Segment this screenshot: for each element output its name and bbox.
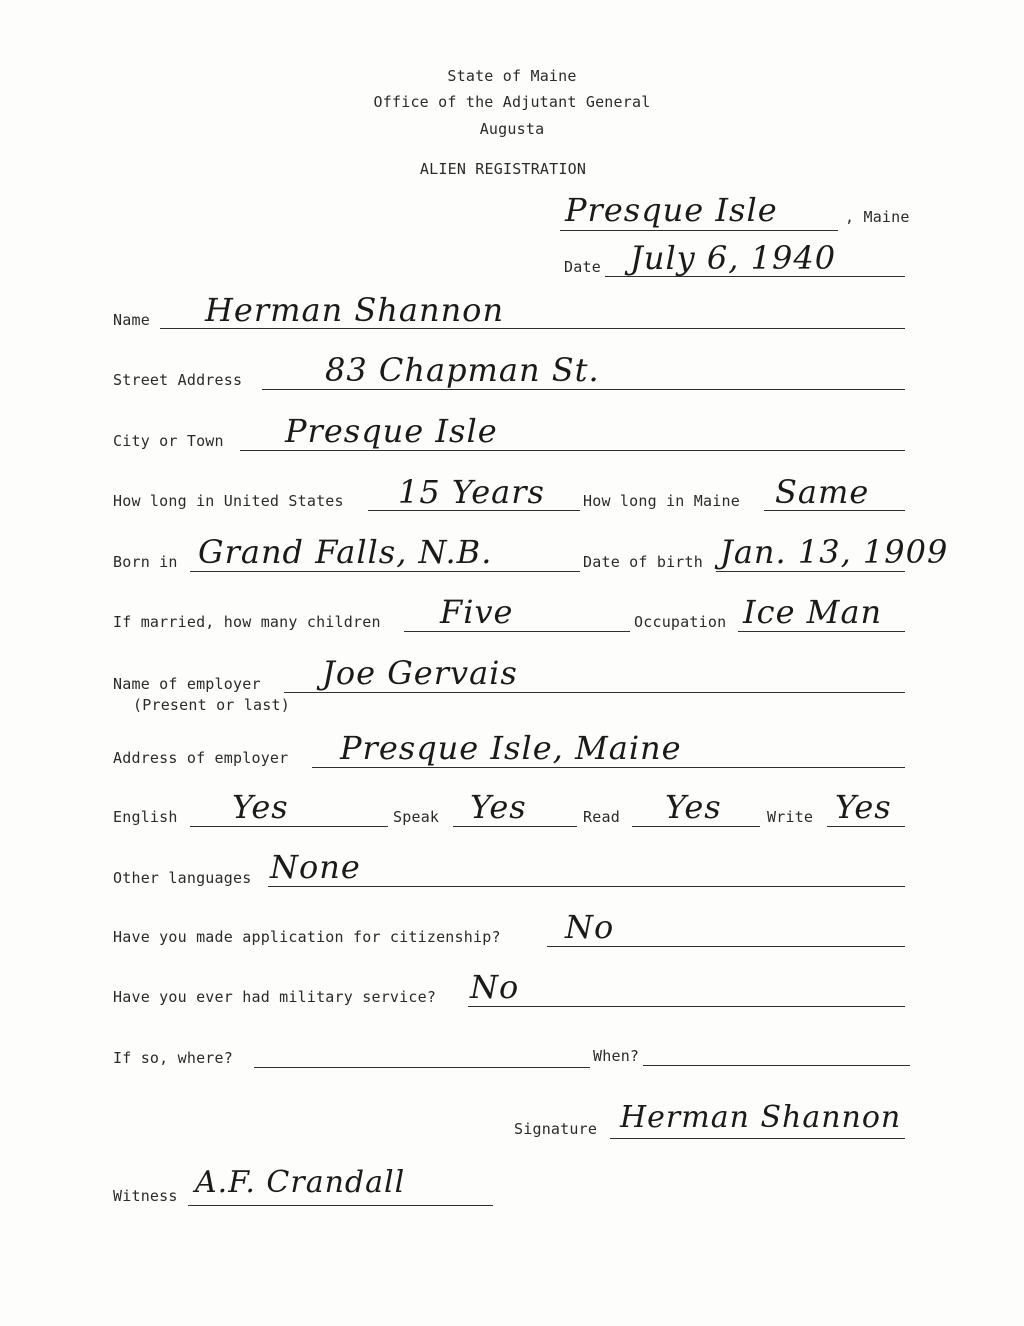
read-value: Yes bbox=[665, 788, 722, 826]
street-address-line bbox=[262, 389, 905, 390]
employer-name-label: Name of employer bbox=[113, 675, 261, 693]
name-label: Name bbox=[113, 311, 150, 329]
born-in-line bbox=[190, 571, 580, 572]
header-state: State of Maine bbox=[447, 67, 577, 85]
military-label: Have you ever had military service? bbox=[113, 988, 437, 1006]
speak-label: Speak bbox=[393, 808, 440, 826]
employer-address-value: Presque Isle, Maine bbox=[340, 729, 682, 767]
witness-value: A.F. Crandall bbox=[195, 1165, 406, 1200]
employer-name-line bbox=[284, 692, 905, 693]
read-line bbox=[632, 826, 760, 827]
date-label: Date bbox=[564, 258, 601, 276]
other-languages-line bbox=[268, 886, 905, 887]
header-office: Office of the Adjutant General bbox=[373, 93, 651, 111]
if-so-where-line bbox=[254, 1067, 590, 1068]
english-label: English bbox=[113, 808, 178, 826]
header-city: Augusta bbox=[479, 120, 545, 138]
other-languages-label: Other languages bbox=[113, 869, 252, 887]
city-value: Presque Isle bbox=[285, 412, 498, 450]
city-line bbox=[240, 450, 905, 451]
children-label: If married, how many children bbox=[113, 613, 381, 631]
employer-address-label: Address of employer bbox=[113, 749, 289, 767]
military-line bbox=[468, 1006, 905, 1007]
date-of-birth-value: Jan. 13, 1909 bbox=[720, 533, 949, 571]
english-line bbox=[190, 826, 388, 827]
signature-label: Signature bbox=[514, 1120, 598, 1138]
citizenship-line bbox=[547, 946, 905, 947]
date-of-birth-label: Date of birth bbox=[583, 553, 703, 571]
speak-value: Yes bbox=[470, 788, 527, 826]
other-languages-value: None bbox=[270, 848, 361, 886]
born-in-value: Grand Falls, N.B. bbox=[198, 533, 493, 571]
signature-value: Herman Shannon bbox=[620, 1100, 902, 1135]
form-title: ALIEN REGISTRATION bbox=[419, 160, 587, 178]
children-value: Five bbox=[440, 593, 514, 631]
read-label: Read bbox=[583, 808, 620, 826]
signature-line bbox=[610, 1138, 905, 1139]
military-value: No bbox=[470, 968, 520, 1006]
name-value: Herman Shannon bbox=[205, 291, 505, 329]
place-line bbox=[560, 230, 838, 231]
date-value: July 6, 1940 bbox=[630, 239, 837, 277]
citizenship-value: No bbox=[565, 908, 615, 946]
how-long-us-value: 15 Years bbox=[398, 473, 545, 511]
date-of-birth-line bbox=[716, 571, 905, 572]
city-label: City or Town bbox=[113, 432, 224, 450]
how-long-maine-value: Same bbox=[775, 473, 870, 511]
occupation-value: Ice Man bbox=[743, 593, 883, 631]
write-value: Yes bbox=[835, 788, 892, 826]
occupation-label: Occupation bbox=[634, 613, 727, 631]
when-line bbox=[643, 1065, 910, 1066]
employer-name-value: Joe Gervais bbox=[322, 654, 518, 692]
citizenship-label: Have you made application for citizenship? bbox=[113, 928, 501, 946]
children-line bbox=[404, 631, 630, 632]
street-address-value: 83 Chapman St. bbox=[325, 351, 600, 389]
witness-label: Witness bbox=[113, 1187, 178, 1205]
maine-label: , Maine bbox=[845, 208, 910, 226]
employer-address-line bbox=[312, 767, 905, 768]
street-address-label: Street Address bbox=[113, 371, 243, 389]
english-value: Yes bbox=[232, 788, 289, 826]
witness-line bbox=[188, 1205, 493, 1206]
write-label: Write bbox=[767, 808, 814, 826]
when-label: When? bbox=[593, 1047, 640, 1065]
if-so-where-label: If so, where? bbox=[113, 1049, 233, 1067]
employer-note-label: (Present or last) bbox=[133, 696, 290, 714]
place-value: Presque Isle bbox=[565, 191, 778, 229]
occupation-line bbox=[738, 631, 905, 632]
speak-line bbox=[453, 826, 577, 827]
how-long-maine-label: How long in Maine bbox=[583, 492, 740, 510]
born-in-label: Born in bbox=[113, 553, 178, 571]
write-line bbox=[827, 826, 905, 827]
how-long-us-label: How long in United States bbox=[113, 492, 344, 510]
